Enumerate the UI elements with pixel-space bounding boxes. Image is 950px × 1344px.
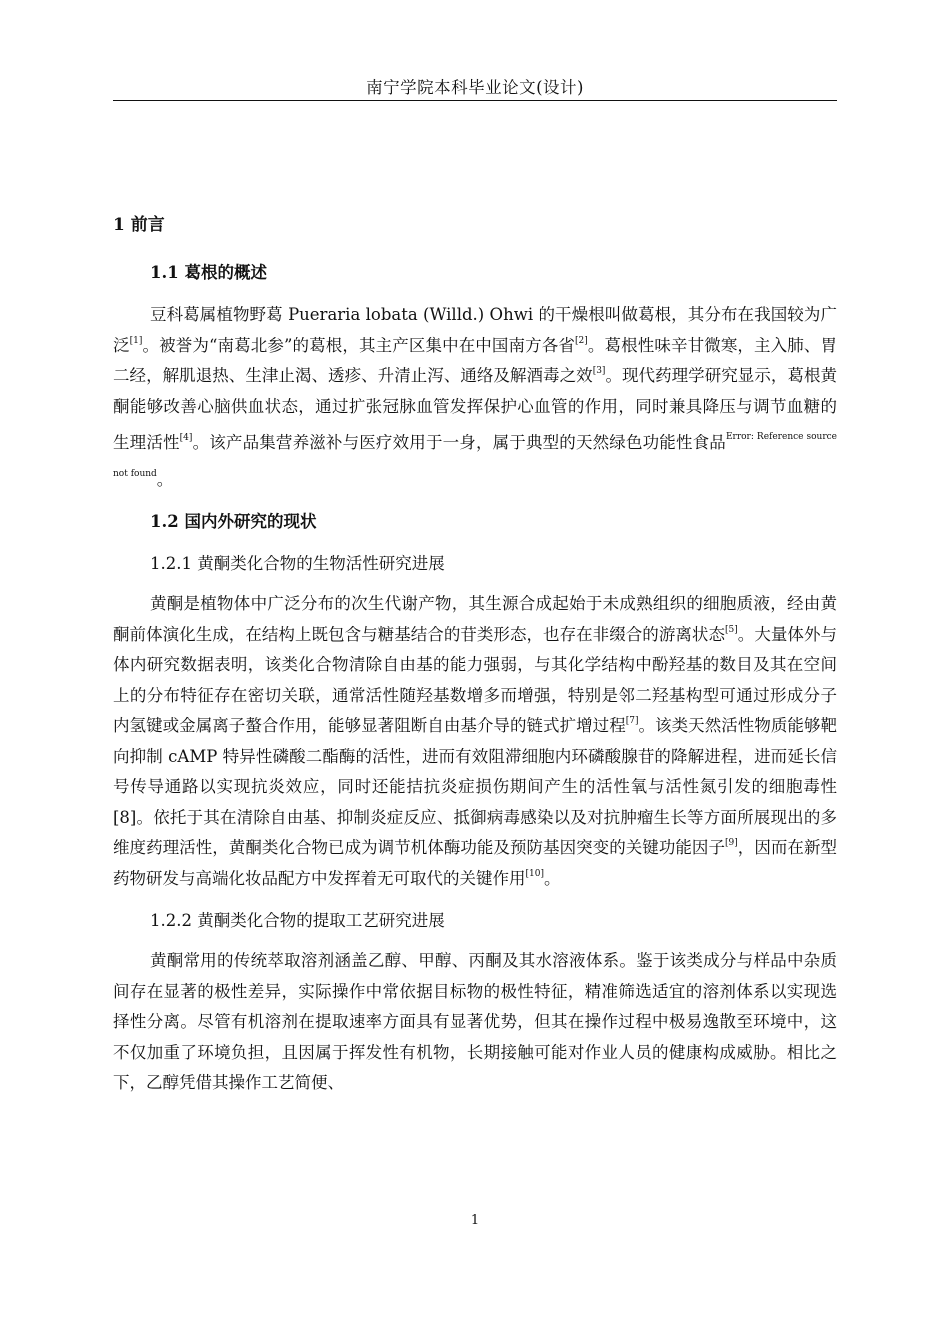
header-divider — [113, 100, 837, 101]
reference-error-text: Error: Reference source not found — [113, 432, 838, 479]
section-heading-1-2-2: 1.2.2 黄酮类化合物的提取工艺研究进展 — [150, 911, 445, 930]
paragraph-flavonoid-bioactivity: 黄酮是植物体中广泛分布的次生代谢产物，其生源合成起始于未成熟组织的细胞质液，经由黄酮前体演化生成，在结构上既包含与糖基结合的苷类形态，也存在非缀合的游离状态[5]。大量体外与体内研究数据表明，该类化合物清除自由基的能力强弱，与其化学结构中酚羟基的数目及其在空间上的分布特征存在密切关联，通常活性随羟基数增多而增强，特别是邻二羟基构型可通过形成分子内氢键或金属离子螯合作用，能够显著阻断自由基介导的链式扩增过程[7]。该类天然活性物质能够靶向抑制 cAMP 特异性磷酸二酯酶的活性，进而有效阻滞细胞内环磷酸腺苷的降解进程，进而延长信号传导通路以实现抗炎效应，同时还能拮抗炎症损伤期间产生的活性氧与活性氮引发的细胞毒性[8]。依托于其在清除自由基、抑制炎症反应、抵御病毒感染以及对抗肿瘤生长等方面所展现出的多维度药理活性，黄酮类化合物已成为调节机体酶功能及预防基因突变的关键功能因子[9]，因而在新型药物研发与高端化妆品配方中发挥着无可取代的关键作用[10]。 — [113, 594, 838, 888]
paragraph-pueraria-overview: 豆科葛属植物野葛 Pueraria lobata (Willd.) Ohwi 的干燥根叫做葛根，其分布在我国较为广泛[1]。被誉为“南葛北参”的葛根，其主产区集中在中国南方各省[2]。葛根性味辛甘微寒，主入肺、胃二经，解肌退热、生津止渴、透疹、升清止泻、通络及解酒毒之效[3]。现代药理学研究显示，葛根黄酮能够改善心脑供血状态，通过扩张冠脉血管发挥保护心血管的作用，同时兼具降压与调节血糖的生理活性[4]。该产品集营养滋补与医疗效用于一身，属于典型的天然绿色功能性食品$^{Error: Reference source not found}$。 — [113, 305, 838, 489]
citation-7[interactable]: [7] — [625, 716, 639, 726]
page-header: 南宁学院本科毕业论文(设计) — [366, 78, 584, 97]
section-heading-1-1: 1.1 葛根的概述 — [150, 263, 267, 282]
citation-5[interactable]: [5] — [725, 624, 738, 635]
section-heading-1: 1 前言 — [113, 215, 165, 235]
citation-3[interactable]: [3] — [592, 366, 606, 376]
citation-10[interactable]: [10] — [525, 868, 544, 879]
section-heading-1-2: 1.2 国内外研究的现状 — [150, 512, 317, 531]
page-number: 1 — [470, 1213, 480, 1228]
citation-9[interactable]: [9] — [725, 838, 738, 848]
citation-2[interactable]: [2] — [575, 335, 588, 346]
citation-1[interactable]: [1] — [129, 335, 143, 346]
section-heading-1-2-1: 1.2.1 黄酮类化合物的生物活性研究进展 — [150, 554, 445, 573]
main-content — [113, 210, 837, 1111]
citation-4[interactable]: [4] — [179, 433, 193, 443]
paragraph-extraction-process: 黄酮常用的传统萃取溶剂涵盖乙醇、甲醇、丙酮及其水溶液体系。鉴于该类成分与样品中杂质间存在显著的极性差异，实际操作中常依据目标物的极性特征，精准筛选适宜的溶剂体系以实现选择性分离。尽管有机溶剂在提取速率方面具有显著优势，但其在操作过程中极易逸散至环境中，这不仅加重了环境负担，且因属于挥发性有机物，长期接触可能对作业人员的健康构成威胁。相比之下，乙醇凭借其操作工艺简便、 — [113, 951, 837, 1092]
